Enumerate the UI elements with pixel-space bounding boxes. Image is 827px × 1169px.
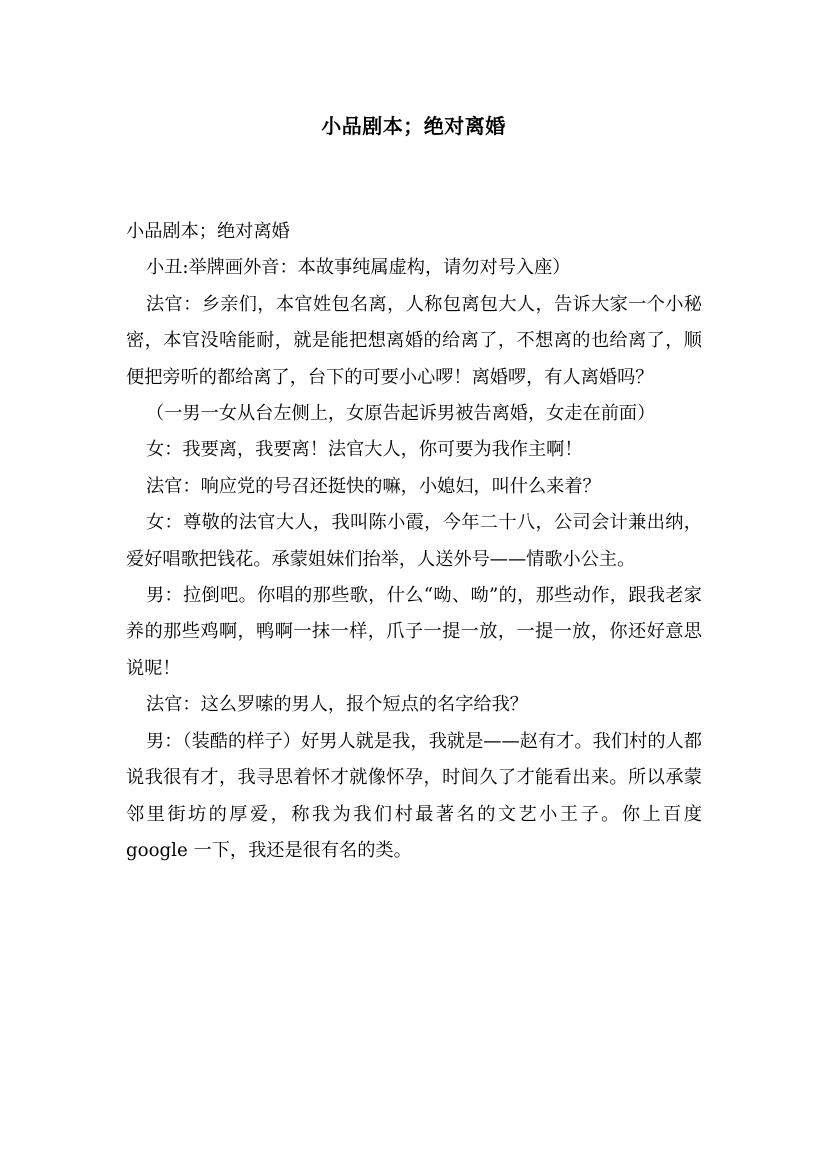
paragraph-judge-intro: 法官：乡亲们，本官姓包名离，人称包离包大人，告诉大家一个小秘密，本官没啥能耐，就是能把想离婚的给离了，不想离的也给离了，顺便把旁听的都给离了，台下的可要小心啰！离婚啰，有人离婚吗？ bbox=[126, 293, 702, 388]
paragraph-heading: 小品剧本；绝对离婚 bbox=[126, 221, 290, 242]
paragraph-stage-direction: （一男一女从台左侧上，女原告起诉男被告离婚，女走在前面） bbox=[146, 403, 656, 425]
paragraph-man-retort: 男：拉倒吧。你唱的那些歌，什么“呦、呦”的，那些动作，跟我老家养的那些鸡啊，鸭啊一抹一样，爪子一提一放，一提一放，你还好意思说呢！ bbox=[126, 585, 702, 679]
document-title: 小品剧本；绝对离婚 bbox=[321, 114, 506, 138]
paragraph-judge-question: 法官：响应党的号召还挺快的嘛，小媳妇，叫什么来着？ bbox=[146, 475, 601, 497]
paragraph-clown-voiceover: 小丑:举牌画外音：本故事纯属虚构，请勿对号入座） bbox=[146, 257, 571, 279]
paragraph-judge-name-request: 法官：这么罗嗦的男人，报个短点的名字给我？ bbox=[146, 694, 528, 716]
paragraph-woman-intro: 女：尊敬的法官大人，我叫陈小霞，今年二十八，公司会计兼出纳，爱好唱歌把钱花。承蒙姐妹们抬举，人送外号——情歌小公主。 bbox=[126, 512, 702, 570]
document-body bbox=[126, 214, 702, 869]
paragraph-man-intro: 男：（装酷的样子）好男人就是我，我就是——赵有才。我们村的人都说我很有才，我寻思着怀才就像怀孕，时间久了才能看出来。所以承蒙邻里街坊的厚爱，称我为我们村最著名的文艺小王子。你上百度 google 一下，我还是很有名的类。 bbox=[126, 730, 702, 861]
paragraph-woman-plea: 女：我要离，我要离！法官大人，你可要为我作主啊！ bbox=[146, 439, 583, 461]
